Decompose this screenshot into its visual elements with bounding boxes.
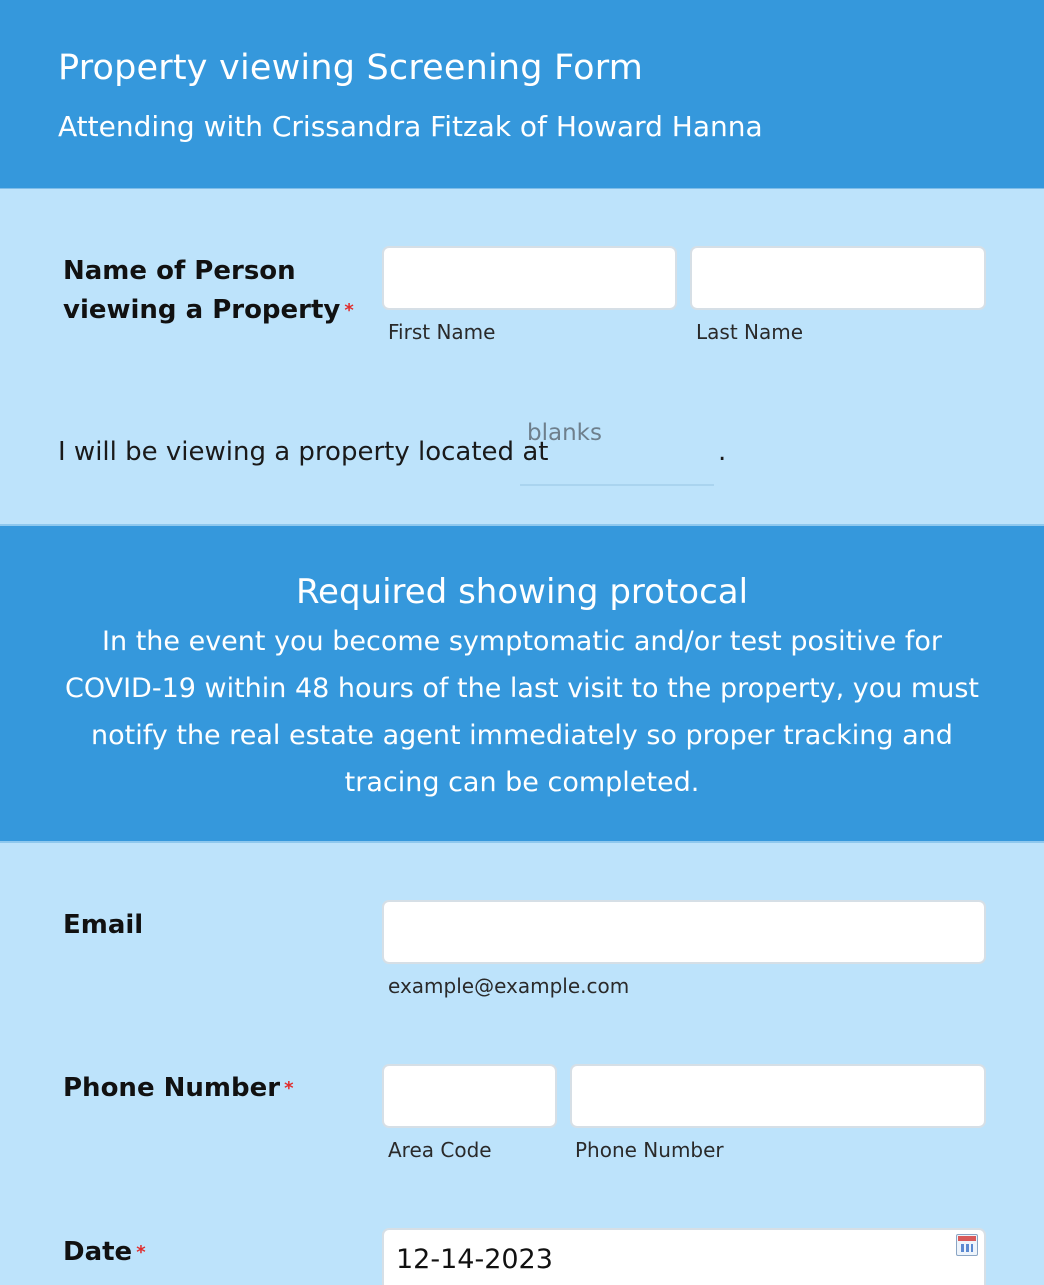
last-name-input[interactable] bbox=[690, 246, 986, 310]
name-label-text: Name of Person viewing a Property bbox=[63, 256, 341, 325]
property-address-input[interactable]: blanks bbox=[520, 414, 714, 486]
email-input[interactable] bbox=[382, 900, 986, 964]
property-sentence: I will be viewing a property located at bbox=[58, 437, 549, 467]
calendar-icon[interactable] bbox=[956, 1234, 978, 1256]
first-name-sublabel: First Name bbox=[388, 320, 496, 344]
area-code-input[interactable] bbox=[382, 1064, 557, 1128]
date-value: 12-14-2023 bbox=[396, 1244, 553, 1275]
sentence-period: . bbox=[718, 437, 727, 467]
name-label bbox=[63, 252, 373, 330]
form-title: Property viewing Screening Form bbox=[58, 48, 644, 88]
required-marker: * bbox=[284, 1078, 294, 1099]
date-label-text: Date bbox=[63, 1237, 133, 1267]
phone-number-input[interactable] bbox=[570, 1064, 986, 1128]
first-name-input[interactable] bbox=[382, 246, 677, 310]
protocol-title: Required showing protocal bbox=[295, 572, 749, 612]
form-subtitle: Attending with Crissandra Fitzak of Howard Hanna bbox=[58, 110, 763, 143]
date-label bbox=[63, 1233, 146, 1272]
protocol-body: In the event you become symptomatic and/or test positive for COVID-19 within 48 hours of the last visit to the property, you must notify the real estate agent immediately so proper tracking and tracing can be completed. bbox=[64, 626, 980, 798]
email-sublabel: example@example.com bbox=[388, 974, 630, 998]
phone-label-text: Phone Number bbox=[63, 1073, 281, 1103]
required-marker: * bbox=[344, 300, 354, 321]
form-header bbox=[0, 0, 1044, 189]
protocol-section bbox=[0, 526, 1044, 843]
area-code-sublabel: Area Code bbox=[388, 1138, 492, 1162]
required-marker: * bbox=[136, 1242, 146, 1263]
email-label: Email bbox=[63, 910, 144, 940]
phone-label bbox=[63, 1069, 293, 1108]
last-name-sublabel: Last Name bbox=[696, 320, 804, 344]
date-input[interactable] bbox=[382, 1228, 986, 1285]
phone-number-sublabel: Phone Number bbox=[575, 1138, 724, 1162]
